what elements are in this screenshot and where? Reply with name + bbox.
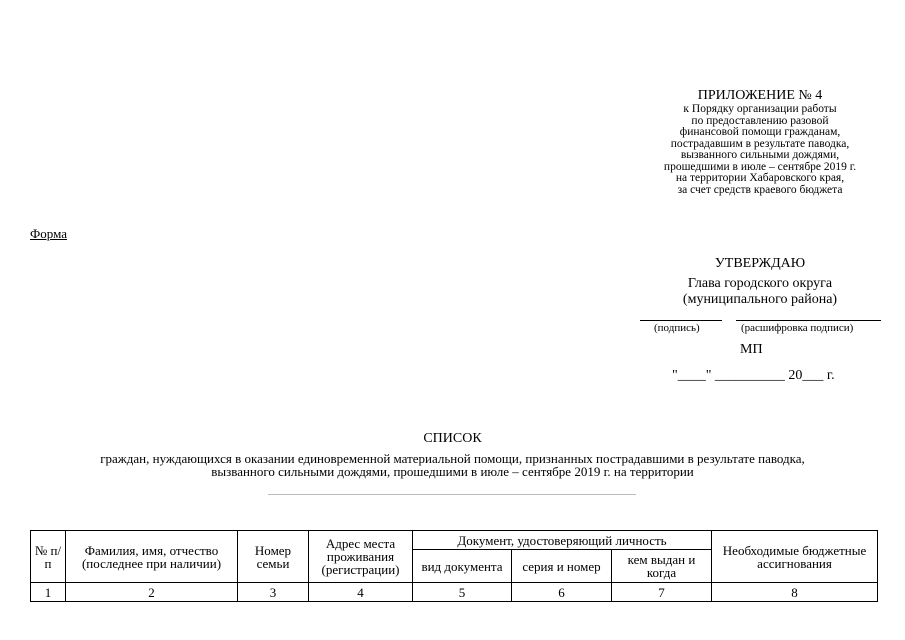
form-label: Форма — [30, 226, 67, 241]
approval-date: "____" __________ 20___ г. — [672, 368, 835, 383]
list-subtitle — [30, 452, 875, 478]
table-header-row — [31, 531, 878, 550]
appendix-line: финансовой помощи гражданам, — [679, 126, 841, 138]
column-number: 5 — [413, 583, 512, 602]
citizens-table — [30, 530, 878, 602]
appendix-block — [600, 88, 905, 196]
header-num: № п/п — [31, 531, 66, 583]
appendix-line: на территории Хабаровского края, — [675, 172, 845, 184]
signature-caption: (подпись) — [654, 322, 700, 334]
column-number: 7 — [612, 583, 712, 602]
header-doc-series: серия и номер — [512, 550, 612, 583]
appendix-line: за счет средств краевого бюджета — [677, 183, 843, 196]
approval-position-line2: (муниципального района) — [682, 292, 838, 307]
column-number: 2 — [66, 583, 238, 602]
table-row — [31, 583, 878, 602]
header-family: Номер семьи — [238, 531, 309, 583]
list-title: СПИСОК — [423, 431, 482, 446]
column-number: 8 — [712, 583, 878, 602]
approval-block — [640, 256, 880, 308]
approval-heading: УТВЕРЖДАЮ — [714, 256, 806, 271]
decoding-line — [736, 320, 881, 321]
territory-fill-line — [268, 494, 636, 495]
approval-position-line1: Глава городского округа — [687, 276, 833, 291]
header-doc-issued: кем выдан и когда — [612, 550, 712, 583]
header-name: Фамилия, имя, отчество (последнее при наличии) — [66, 531, 238, 583]
appendix-title: ПРИЛОЖЕНИЕ № 4 — [697, 88, 823, 103]
appendix-line: к Порядку организации работы — [683, 103, 837, 115]
list-subtitle-line2: вызванного сильными дождями, прошедшими в июле – сентябре 2019 г. на территории — [211, 464, 694, 479]
appendix-line: пострадавшим в результате паводка, — [670, 137, 850, 150]
seal-label: МП — [740, 342, 763, 357]
header-doc-type: вид документа — [413, 550, 512, 583]
appendix-line: прошедшими в июле – сентябре 2019 г. — [663, 160, 857, 173]
signature-line — [640, 320, 722, 321]
appendix-line: вызванного сильными дождями, — [680, 149, 840, 161]
column-number: 3 — [238, 583, 309, 602]
header-address: Адрес места проживания (регистрации) — [309, 531, 413, 583]
header-document: Документ, удостоверяющий личность — [413, 531, 712, 550]
column-number: 4 — [309, 583, 413, 602]
header-budget: Необходимые бюджетные ассигнования — [712, 531, 878, 583]
decoding-caption: (расшифровка подписи) — [741, 322, 854, 334]
appendix-line: по предоставлению разовой — [691, 114, 829, 127]
column-number: 6 — [512, 583, 612, 602]
column-number: 1 — [31, 583, 66, 602]
list-subtitle-line1: граждан, нуждающихся в оказании единовременной материальной помощи, признанных пострадавшими в результате паводка, — [100, 451, 805, 466]
